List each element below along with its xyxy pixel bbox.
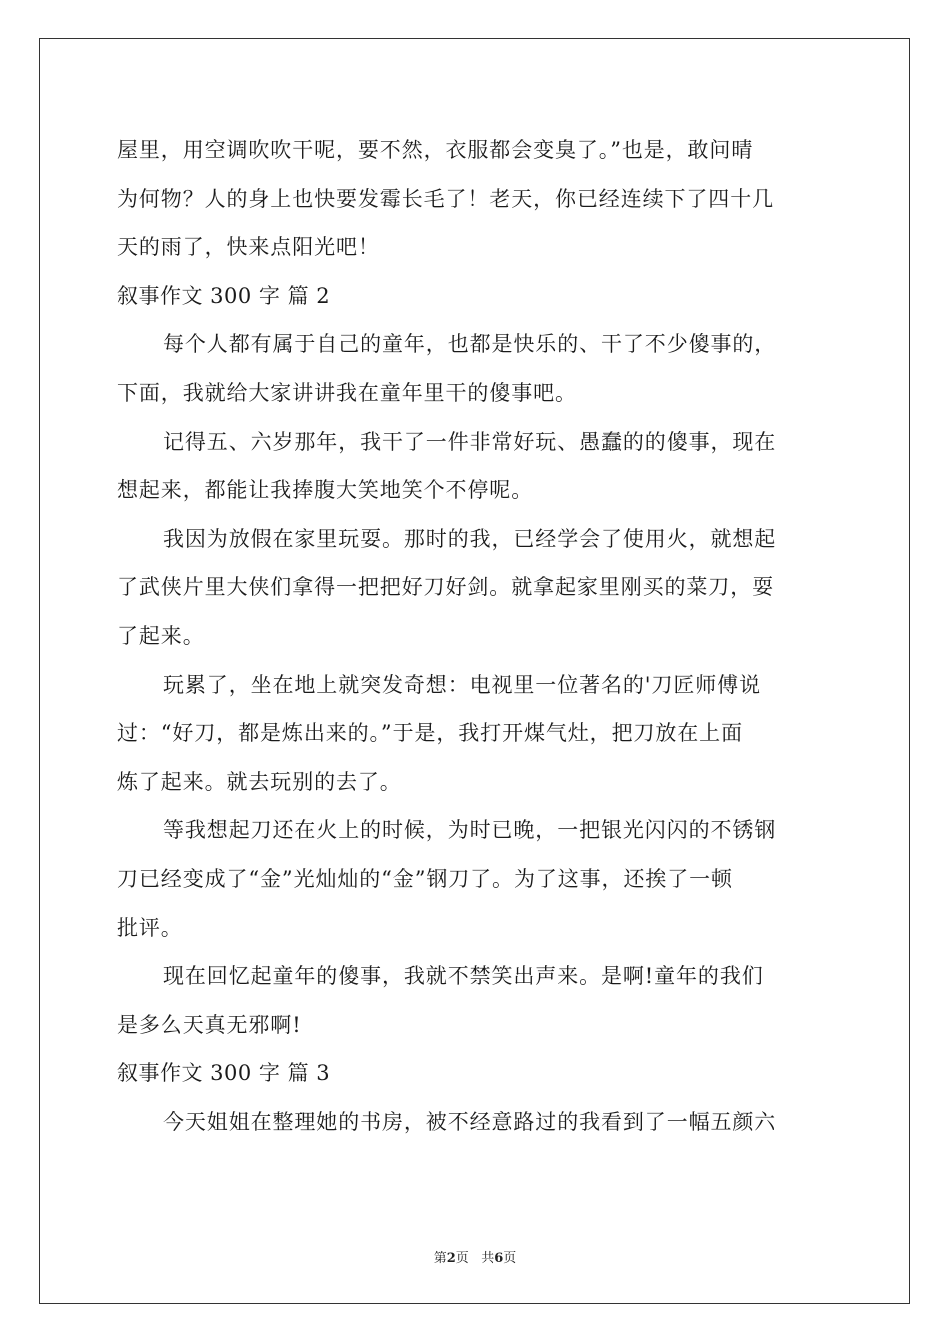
total-suffix: 页	[503, 1251, 517, 1266]
text-line: 刀已经变成了“金”光灿灿的“金”钢刀了。为了这事，还挨了一顿	[117, 866, 733, 891]
paragraph-first-line: 玩累了，坐在地上就突发奇想：电视里一位著名的'刀匠师傅说	[163, 672, 761, 697]
text-line: 批评。	[117, 915, 183, 940]
text-line: 过：“好刀，都是炼出来的。”于是，我打开煤气灶，把刀放在上面	[117, 721, 743, 746]
text-line: 想起来，都能让我捧腹大笑地笑个不停呢。	[117, 478, 534, 503]
paragraph-first-line: 等我想起刀还在火上的时候，为时已晚，一把银光闪闪的不锈钢	[163, 818, 777, 843]
page-prefix: 第	[433, 1251, 447, 1266]
page-suffix: 页	[455, 1251, 469, 1266]
text-line: 天的雨了，快来点阳光吧！	[117, 235, 380, 260]
text-line: 为何物？人的身上也快要发霉长毛了！老天，你已经连续下了四十几	[117, 186, 774, 211]
paragraph-first-line: 每个人都有属于自己的童年，也都是快乐的、干了不少傻事的，	[163, 332, 777, 357]
page-current: 2	[446, 1251, 456, 1266]
page-footer	[0, 1247, 950, 1266]
section-heading: 叙事作文 300 字 篇 3	[117, 1061, 331, 1086]
total-pages: 6	[494, 1251, 504, 1266]
section-heading: 叙事作文 300 字 篇 2	[117, 283, 331, 308]
paragraph-first-line: 记得五、六岁那年，我干了一件非常好玩、愚蠢的的傻事，现在	[163, 429, 777, 454]
total-prefix: 共	[481, 1251, 495, 1266]
text-line: 炼了起来。就去玩别的去了。	[117, 769, 402, 794]
text-line: 了武侠片里大侠们拿得一把把好刀好剑。就拿起家里刚买的菜刀，耍	[117, 575, 774, 600]
text-line: 是多么天真无邪啊!	[117, 1012, 302, 1037]
text-line: 了起来。	[117, 623, 205, 648]
document-body	[117, 126, 837, 1146]
paragraph-first-line: 我因为放假在家里玩耍。那时的我，已经学会了使用火，就想起	[163, 526, 777, 551]
text-line: 下面，我就给大家讲讲我在童年里干的傻事吧。	[117, 380, 577, 405]
paragraph-first-line: 现在回忆起童年的傻事，我就不禁笑出声来。是啊!童年的我们	[163, 964, 764, 989]
text-line: 屋里，用空调吹吹干呢，要不然，衣服都会变臭了。”也是，敢问晴	[117, 138, 754, 162]
paragraph-first-line: 今天姐姐在整理她的书房，被不经意路过的我看到了一幅五颜六	[163, 1109, 777, 1134]
